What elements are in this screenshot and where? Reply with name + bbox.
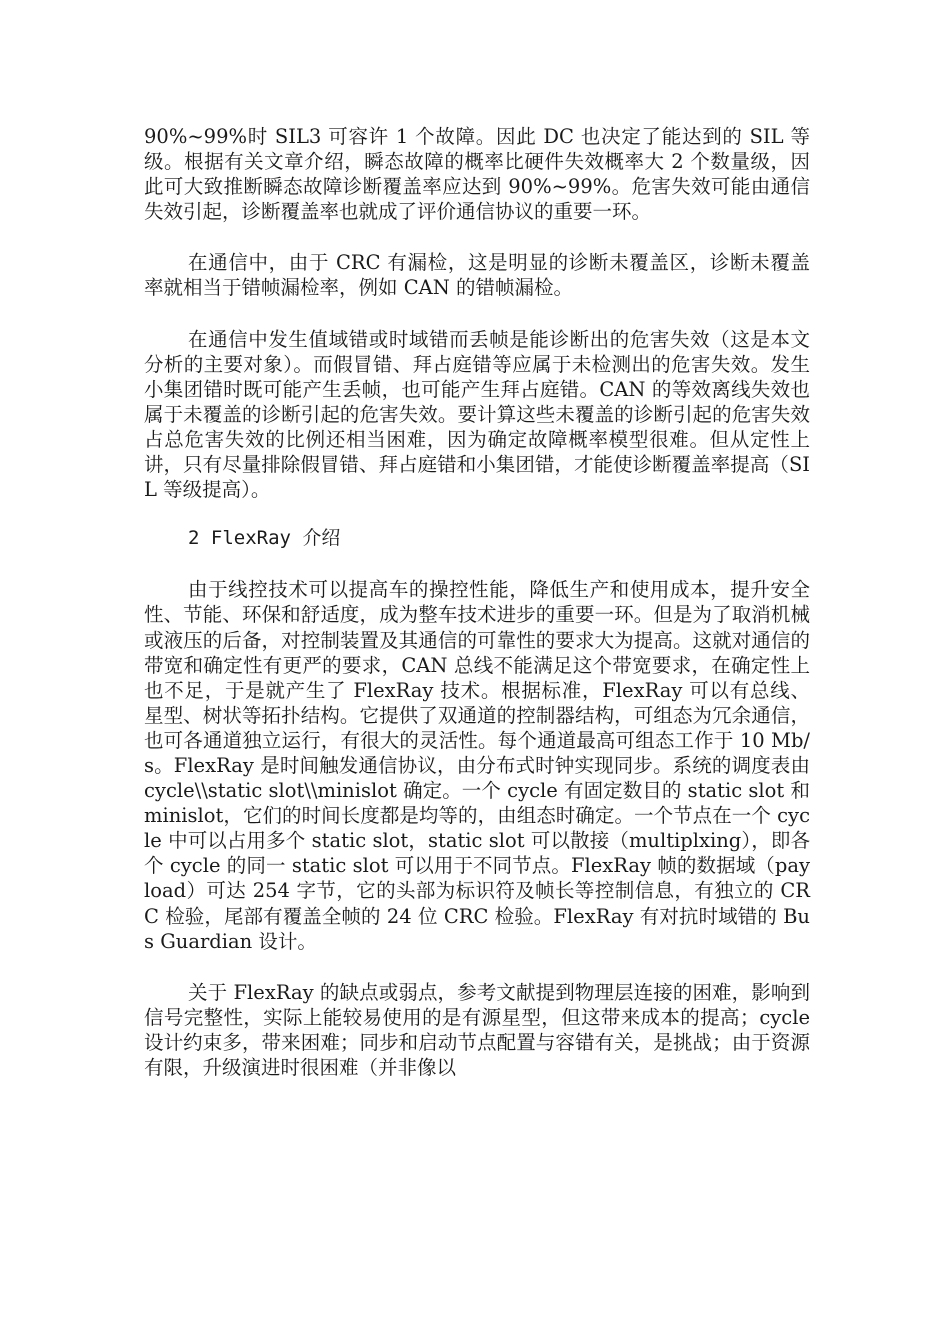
paragraph-gap — [144, 301, 810, 327]
paragraph-gap — [144, 502, 810, 526]
paragraph-gap — [144, 224, 810, 250]
paragraph-dc-sil: 90%~99%时 SIL3 可容许 1 个故障。因此 DC 也决定了能达到的 SIL 等级。根据有关文章介绍，瞬态故障的概率比硬件失效概率大 2 个数量级，因此可大致推断瞬态故障诊断覆盖率应达到 90%~99%。危害失效可能由通信失效引起，诊断覆盖率也就成了评价通信协议的重要一环。 — [144, 125, 810, 224]
paragraph-flexray-weakness: 关于 FlexRay 的缺点或弱点，参考文献提到物理层连接的困难，影响到信号完整性，实际上能较易使用的是有源星型，但这带来成本的提高；cycle 设计约束多，带来困难；同步和启动节点配置与容错有关，是挑战；由于资源有限，升级演进时很困难（并非像以 — [144, 980, 817, 1079]
paragraph-gap — [144, 551, 810, 577]
paragraph-gap — [144, 954, 810, 980]
paragraph-flexray-intro: 由于线控技术可以提高车的操控性能，降低生产和使用成本，提升安全性、节能、环保和舒适度，成为整车技术进步的重要一环。但是为了取消机械或液压的后备，对控制装置及其通信的可靠性的要求大为提高。这就对通信的带宽和确定性有更严的要求，CAN 总线不能满足这个带宽要求，在确定性上也不足，于是就产生了 FlexRay 技术。根据标准，FlexRay 可以有总线、星型、树状等拓扑结构。它提供了双通道的控制器结构，可组态为冗余通信，也可各通道独立运行，有很大的灵活性。每个通道最高可组态工作于 10 Mb/s。FlexRay 是时间触发通信协议，由分布式时钟实现同步。系统的调度表由 cycle\\static slot\\minislot 确定。一个 cycle 有固定数目的 static slot 和 minislot，它们的时间长度都是均等的，由组态时确定。一个节点在一个 cycle 中可以占用多个 static slot，static slot 可以散接（multiplxing），即各个 cycle 的同一 static slot 可以用于不同节点。FlexRay 帧的数据域（payload）可达 254 字节，它的头部为标识符及帧长等控制信息，有独立的 CRC 检验，尾部有覆盖全帧的 24 位 CRC 检验。FlexRay 有对抗时域错的 Bus Guardian 设计。 — [144, 578, 817, 953]
paragraph-hazard-failure: 在通信中发生值域错或时域错而丢帧是能诊断出的危害失效（这是本文分析的主要对象）。而假冒错、拜占庭错等应属于未检测出的危害失效。发生小集团错时既可能产生丢帧，也可能产生拜占庭错。CAN 的等效离线失效也属于未覆盖的诊断引起的危害失效。要计算这些未覆盖的诊断引起的危害失效占总危害失效的比例还相当困难，因为确定故障概率模型很难。但从定性上讲，只有尽量排除假冒错、拜占庭错和小集团错，才能使诊断覆盖率提高（SIL 等级提高）。 — [144, 327, 810, 502]
paragraph-crc-coverage: 在通信中，由于 CRC 有漏检，这是明显的诊断未覆盖区，诊断未覆盖率就相当于错帧漏检率，例如 CAN 的错帧漏检。 — [144, 251, 810, 300]
section-heading: 2 FlexRay 介绍 — [188, 527, 341, 550]
document-page — [144, 124, 817, 1080]
